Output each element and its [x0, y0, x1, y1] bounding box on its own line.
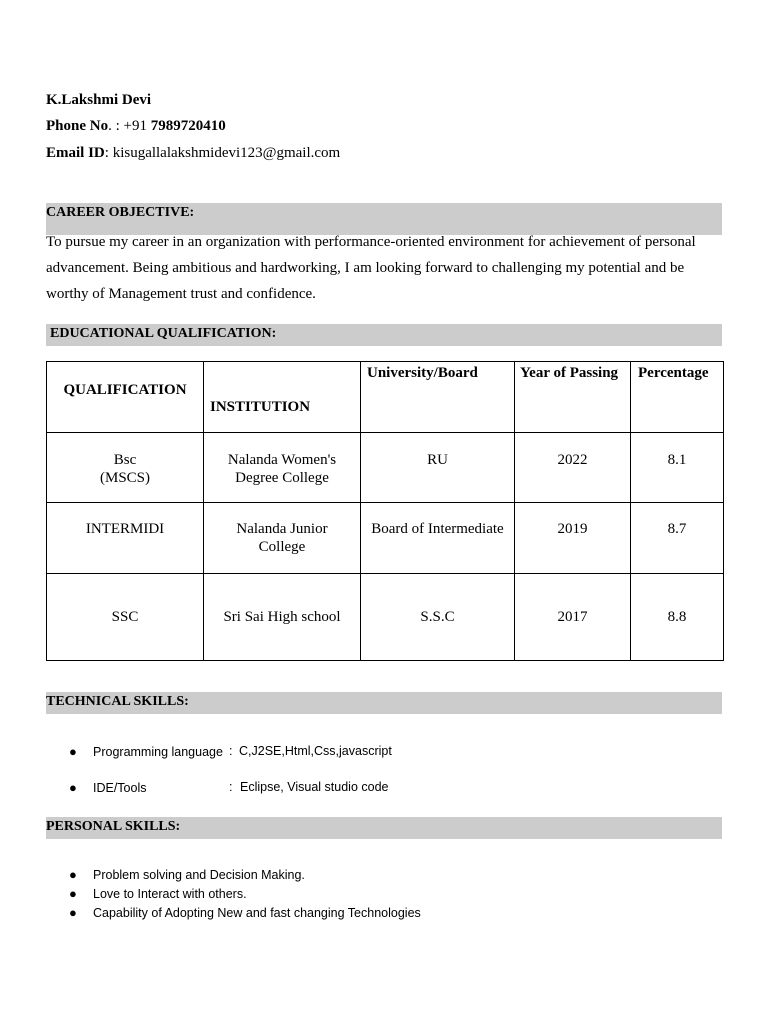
- col-header-university-text: University/Board: [367, 365, 478, 381]
- cell-institution-line: Nalanda Women's: [227, 452, 337, 468]
- personal-skill-text: Love to Interact with others.: [93, 887, 247, 901]
- table-row: [47, 433, 724, 503]
- education-table: [46, 361, 724, 661]
- cell-year: [515, 433, 631, 503]
- cell-board-text: S.S.C: [420, 609, 455, 625]
- cell-board: [361, 574, 515, 661]
- cell-board-text: RU: [427, 452, 448, 468]
- skill-separator: :: [229, 780, 233, 794]
- list-item: [69, 780, 389, 795]
- phone-label: Phone No: [46, 118, 109, 134]
- col-header-year: [515, 362, 631, 433]
- skill-value: Eclipse, Visual studio code: [240, 780, 389, 794]
- cell-qualification-line: (MSCS): [99, 470, 151, 486]
- cell-percentage-text: 8.1: [667, 452, 687, 468]
- bullet-icon: ●: [69, 905, 77, 920]
- phone-separator: . : +91: [108, 118, 151, 134]
- col-header-qualification: [47, 362, 204, 433]
- cell-qualification-line: SSC: [111, 609, 139, 625]
- list-item: [69, 867, 305, 882]
- bullet-icon: ●: [69, 744, 77, 759]
- phone-line: [46, 118, 226, 135]
- career-objective-heading: CAREER OBJECTIVE:: [46, 205, 195, 220]
- cell-qualification: [47, 433, 204, 503]
- technical-skills-heading: TECHNICAL SKILLS:: [46, 694, 189, 709]
- skill-separator: :: [229, 744, 233, 758]
- cell-percentage: [631, 574, 724, 661]
- col-header-percentage: [631, 362, 724, 433]
- cell-institution: [204, 574, 361, 661]
- education-heading: EDUCATIONAL QUALIFICATION:: [50, 326, 277, 341]
- cell-percentage: [631, 433, 724, 503]
- cell-percentage: [631, 503, 724, 574]
- cell-institution-line: Sri Sai High school: [223, 609, 341, 625]
- candidate-name: K.Lakshmi Devi: [46, 92, 152, 108]
- personal-skills-heading-bar: [46, 817, 722, 839]
- skill-value: C,J2SE,Html,Css,javascript: [239, 744, 392, 758]
- cell-percentage-text: 8.8: [667, 609, 687, 625]
- list-item: [69, 905, 421, 920]
- education-heading-bar: [46, 324, 722, 346]
- cell-year-text: 2017: [557, 609, 588, 625]
- col-header-institution: [204, 362, 361, 433]
- education-header-row: [47, 362, 724, 433]
- skill-label: Programming language: [93, 745, 223, 759]
- cell-institution-line: Degree College: [235, 470, 329, 486]
- cell-qualification: [47, 503, 204, 574]
- table-row: [47, 503, 724, 574]
- cell-year: [515, 574, 631, 661]
- career-objective-line-1: To pursue my career in an organization with performance-oriented environment for achievement of personal: [46, 234, 696, 250]
- cell-year-text: 2019: [557, 521, 588, 537]
- personal-skills-heading: PERSONAL SKILLS:: [46, 819, 181, 834]
- col-header-institution-text: INSTITUTION: [210, 399, 311, 415]
- career-objective-line-2: advancement. Being ambitious and hardworking, I am looking forward to challenging my potential and be: [46, 260, 685, 276]
- email-value: kisugallalakshmidevi123@gmail.com: [112, 145, 341, 161]
- career-objective-heading-bar: [46, 203, 722, 235]
- career-objective-line-3: worthy of Management trust and confidence.: [46, 286, 316, 302]
- cell-institution-line: College: [258, 539, 306, 555]
- cell-institution-line: Nalanda Junior: [236, 521, 328, 537]
- cell-qualification-line: Bsc: [113, 452, 137, 468]
- col-header-qualification-text: QUALIFICATION: [63, 382, 187, 398]
- bullet-icon: ●: [69, 780, 77, 795]
- cell-year-text: 2022: [557, 452, 588, 468]
- email-separator: :: [104, 145, 113, 161]
- cell-board: [361, 433, 515, 503]
- technical-skills-heading-bar: [46, 692, 722, 714]
- col-header-percentage-text: Percentage: [638, 365, 709, 381]
- cell-percentage-text: 8.7: [667, 521, 687, 537]
- col-header-year-text: Year of Passing: [520, 365, 619, 381]
- col-header-university: [361, 362, 515, 433]
- personal-skill-text: Problem solving and Decision Making.: [93, 868, 305, 882]
- cell-board-text: Board of Intermediate: [371, 521, 504, 537]
- list-item: [69, 886, 247, 901]
- table-row: [47, 574, 724, 661]
- cell-year: [515, 503, 631, 574]
- skill-label: IDE/Tools: [93, 781, 147, 795]
- personal-skill-text: Capability of Adopting New and fast changing Technologies: [93, 906, 421, 920]
- email-line: [46, 145, 340, 162]
- cell-institution: [204, 433, 361, 503]
- bullet-icon: ●: [69, 867, 77, 882]
- cell-qualification: [47, 574, 204, 661]
- cell-institution: [204, 503, 361, 574]
- list-item: [69, 744, 392, 759]
- phone-number: 7989720410: [150, 118, 226, 134]
- cell-board: [361, 503, 515, 574]
- bullet-icon: ●: [69, 886, 77, 901]
- cell-qualification-line: INTERMIDI: [85, 521, 165, 537]
- email-label: Email ID: [46, 145, 105, 161]
